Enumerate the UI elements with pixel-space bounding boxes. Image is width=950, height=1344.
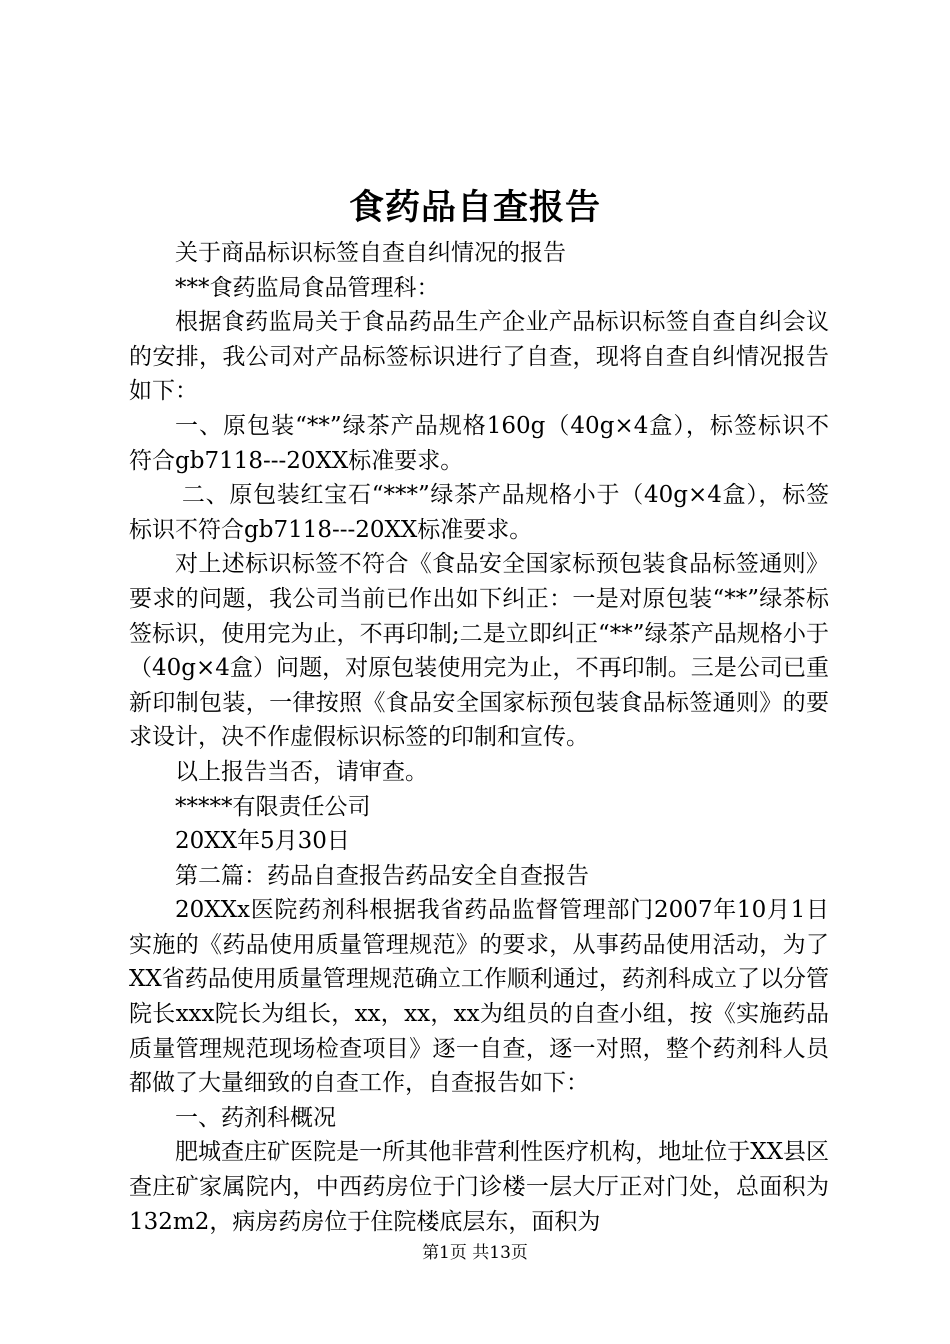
section-heading-part-2: 第二篇：药品自查报告药品安全自查报告: [175, 862, 589, 889]
paragraph-closing: 以上报告当否，请审查。: [175, 758, 428, 785]
signature-company: *****有限责任公司: [175, 793, 371, 820]
paragraph-overview: 肥城查庄矿医院是一所其他非营利性医疗机构，地址位于XX县区查庄矿家属院内，中西药房位于门诊楼一层大厅正对门处，总面积为132m2，病房药房位于住院楼底层东，面积为: [129, 1139, 829, 1235]
paragraph-item-1: 一、原包装“**”绿茶产品规格160g（40g×4盒），标签标识不符合gb7118---20XX标准要求。: [129, 412, 829, 474]
paragraph-intro: 根据食药监局关于食品药品生产企业产品标识标签自查自纠会议的安排，我公司对产品标签标识进行了自查，现将自查自纠情况报告如下：: [129, 309, 829, 405]
paragraph-part-2-intro: 20XXx医院药剂科根据我省药品监督管理部门2007年10月1日实施的《药品使用质量管理规范》的要求，从事药品使用活动，为了XX省药品使用质量管理规范确立工作顺利通过，药剂科成立了以分管院长xxx院长为组长，xx，xx，xx为组员的自查小组，按《实施药品质量管理规范现场检查项目》逐一自查，逐一对照，整个药剂科人员都做了大量细致的自查工作，自查报告如下：: [129, 897, 829, 1097]
paragraph-item-2: 二、原包装红宝石“***”绿茶产品规格小于（40g×4盒），标签标识不符合gb7118---20XX标准要求。: [129, 482, 829, 543]
signature-date: 20XX年5月30日: [175, 828, 350, 855]
report-recipient: ***食药监局食品管理科：: [175, 274, 440, 301]
document-body: [129, 236, 829, 1239]
document-title: 食药品自查报告: [348, 187, 601, 228]
paragraph-corrections: 对上述标识标签不符合《食品安全国家标预包装食品标签通则》要求的问题，我公司当前已作出如下纠正：一是对原包装“**”绿茶标签标识，使用完为止，不再印制;二是立即纠正“**”绿茶产品规格小于（40g×4盒）问题，对原包装使用完为止，不再印制。三是公司已重新印制包装，一律按照《食品安全国家标预包装食品标签通则》的要求设计，决不作虚假标识标签的印制和宣传。: [129, 551, 829, 751]
page-footer: 第1页 共13页: [422, 1243, 528, 1263]
section-heading-overview: 一、药剂科概况: [175, 1104, 336, 1131]
report-subject: 关于商品标识标签自查自纠情况的报告: [175, 240, 566, 266]
